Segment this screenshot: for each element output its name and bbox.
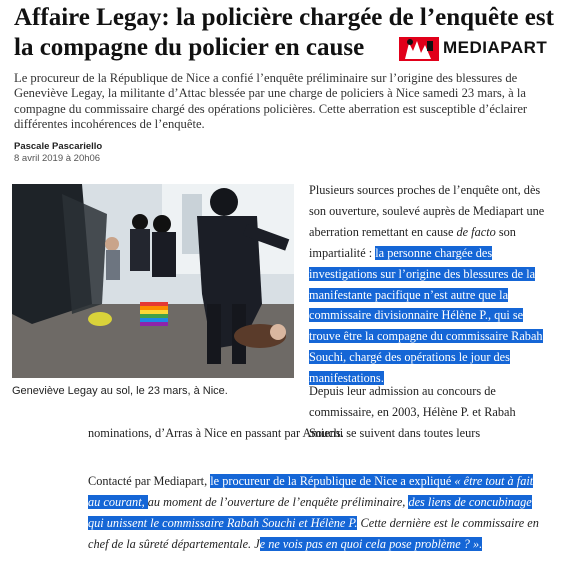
body-paragraph-1 — [309, 180, 547, 389]
mediapart-logo[interactable] — [397, 33, 547, 63]
article-photo[interactable] — [12, 184, 294, 378]
p3-highlight-2[interactable]: des liens de concubinage qui unissent le commissaire Rabah Souchi et Hélène P. — [88, 494, 532, 530]
body-paragraph-3 — [88, 471, 548, 555]
p1-highlighted-text[interactable]: la personne chargée des investigations sur l’origine des blessures de la manifestante pacifique n’est autre que la commissaire divisionnaire Hélène P., qui se trouve être la compagne du commissaire Rabah Souchi, chargé des opérations le jour des manifestations. — [309, 245, 543, 386]
photo-caption: Geneviève Legay au sol, le 23 mars, à Nice. — [12, 385, 228, 397]
mediapart-wordmark: MEDIAPART — [443, 38, 548, 57]
body-paragraph-2-part-1: Depuis leur admission au concours de commissaire, en 2003, Hélène P. et Rabah Souchi se suivent dans toutes leurs — [309, 384, 516, 440]
mediapart-logo-icon — [397, 33, 441, 63]
police-charge-photo — [12, 184, 294, 378]
p3-italic-2: Cette dernière est le commissaire en chef de la sûreté départementale. — [88, 515, 539, 551]
p1-text-b: son impartialité : — [309, 224, 516, 260]
p3-text-a: Contacté par Mediapart, — [88, 474, 211, 488]
p3-highlight-1[interactable]: le procureur de la République de Nice a expliqué — [210, 474, 455, 488]
p1-text-a: Plusieurs sources proches de l’enquête ont, dès son ouverture, soulevé auprès de Mediapart une aberration remettant en cause — [309, 183, 545, 239]
body-paragraph-2-part-2: nominations, d’Arras à Nice en passant par Amiens. — [88, 426, 344, 440]
article-headline: Affaire Legay: la policière chargée de l’enquête est la compagne du policier en cause — [14, 4, 554, 61]
article-date: 8 avril 2019 à 20h06 — [14, 153, 101, 164]
p3-highlight-3[interactable]: e ne vois pas en quoi cela pose problème ? ». — [259, 536, 483, 551]
p3-italic-3: J — [254, 536, 260, 551]
p1-italic: de facto — [456, 224, 496, 239]
p3-highlight-quote[interactable]: « être tout à fait au courant, — [88, 474, 534, 509]
article-lede: Le procureur de la République de Nice a confié l’enquête préliminaire sur l’origine des blessures de Geneviève Legay, la militante d’Attac blessée par une charge de policiers à Nice samedi 23 mars, à la compagne du commissaire chargé des opérations policières. Cette aberration est susceptible d’éclairer différentes incohérences de l’enquête. — [14, 71, 528, 132]
article-author[interactable]: Pascale Pascariello — [14, 141, 103, 152]
p3-italic-1: au moment de l’ouverture de l’enquête préliminaire, — [147, 494, 409, 509]
